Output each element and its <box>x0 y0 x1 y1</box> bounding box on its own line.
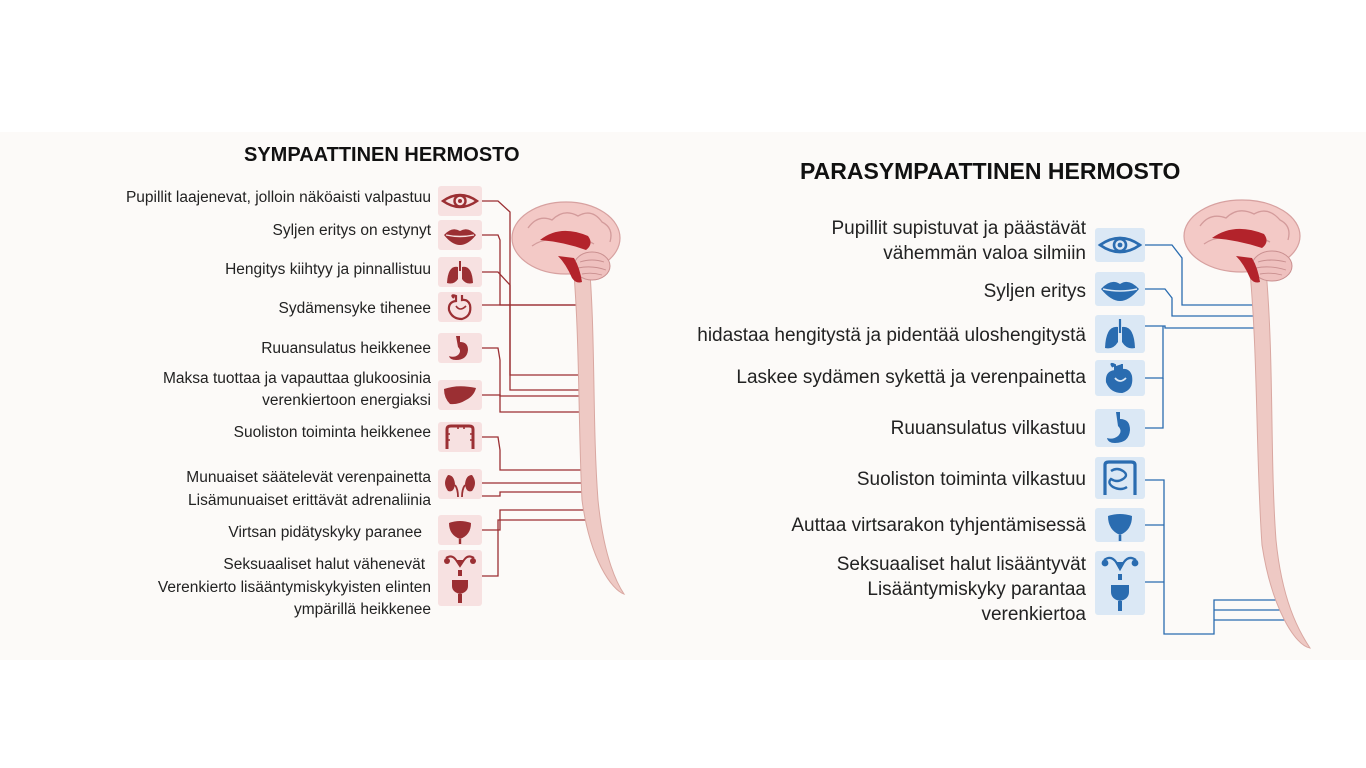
sym-label-reproductive-line1: Seksuaaliset halut vähenevät <box>223 556 425 573</box>
para-label-reproductive <box>837 554 1086 626</box>
para-stomach-icon <box>1095 409 1145 447</box>
sym-liver-icon <box>438 380 482 410</box>
sym-kidneys-icon <box>438 469 482 499</box>
sym-label-breathing: Hengitys kiihtyy ja pinnallistuu <box>225 261 431 278</box>
sym-label-pupils: Pupillit laajenevat, jolloin näköaisti valpastuu <box>125 189 431 206</box>
sym-lips-icon <box>438 220 482 250</box>
sym-label-kidneys-line1: Munuaiset säätelevät verenpainetta <box>186 469 431 486</box>
para-label-breathing: hidastaa hengitystä ja pidentää uloshengitystä <box>697 325 1086 346</box>
para-bladder-icon <box>1095 508 1145 542</box>
para-heart-icon <box>1095 360 1145 396</box>
sym-intestine-icon <box>438 422 482 452</box>
para-intestine-icon <box>1095 457 1145 499</box>
para-label-heart: Laskee sydämen sykettä ja verenpainetta <box>736 367 1086 388</box>
para-label-reproductive-line1: Seksuaaliset halut lisääntyvät <box>836 554 1086 575</box>
sym-label-reproductive-line3: ympärillä heikkenee <box>294 601 431 619</box>
sym-stomach-icon <box>438 333 482 363</box>
sym-label-kidneys <box>186 469 431 510</box>
para-label-reproductive-line3: verenkiertoa <box>981 603 1086 625</box>
sym-label-reproductive-line2: Verenkierto lisääntymiskykyisten elinten <box>157 578 431 596</box>
sym-label-reproductive <box>158 556 431 620</box>
para-label-saliva: Syljen eritys <box>983 281 1086 302</box>
sym-label-kidneys-line2: Lisämunuaiset erittävät adrenaliinia <box>188 491 431 509</box>
sym-lungs-icon <box>438 257 482 287</box>
sym-label-liver-line2: verenkiertoon energiaksi <box>262 391 431 409</box>
sym-label-heart: Sydämensyke tihenee <box>278 300 431 317</box>
para-label-pupils-line2: vähemmän valoa silmiin <box>883 242 1086 264</box>
sym-label-intestine: Suoliston toiminta heikkenee <box>233 424 431 441</box>
para-eye-icon <box>1095 228 1145 262</box>
sym-label-digestion: Ruuansulatus heikkenee <box>261 340 431 357</box>
para-label-reproductive-line2: Lisääntymiskyky parantaa <box>867 578 1086 600</box>
sympathetic-title: SYMPAATTINEN HERMOSTO <box>244 144 520 166</box>
para-label-bladder: Auttaa virtsarakon tyhjentämisessä <box>791 515 1086 536</box>
sym-label-saliva: Syljen eritys on estynyt <box>272 222 431 239</box>
sym-label-bladder: Virtsan pidätyskyky paranee <box>228 524 422 541</box>
para-label-intestine: Suoliston toiminta vilkastuu <box>856 469 1086 490</box>
sym-reproductive-icon <box>438 550 482 606</box>
sym-heart-icon <box>438 292 482 322</box>
para-lips-icon <box>1095 272 1145 306</box>
para-reproductive-icon <box>1095 551 1145 615</box>
para-label-pupils <box>831 218 1086 266</box>
sym-label-liver <box>163 370 431 410</box>
parasympathetic-title: PARASYMPAATTINEN HERMOSTO <box>800 158 1181 184</box>
sym-eye-icon <box>438 186 482 216</box>
para-lungs-icon <box>1095 315 1145 353</box>
sym-bladder-icon <box>438 515 482 545</box>
para-label-digestion: Ruuansulatus vilkastuu <box>890 418 1086 439</box>
sym-label-liver-line1: Maksa tuottaa ja vapauttaa glukoosinia <box>163 370 431 387</box>
para-label-pupils-line1: Pupillit supistuvat ja päästävät <box>831 218 1086 239</box>
